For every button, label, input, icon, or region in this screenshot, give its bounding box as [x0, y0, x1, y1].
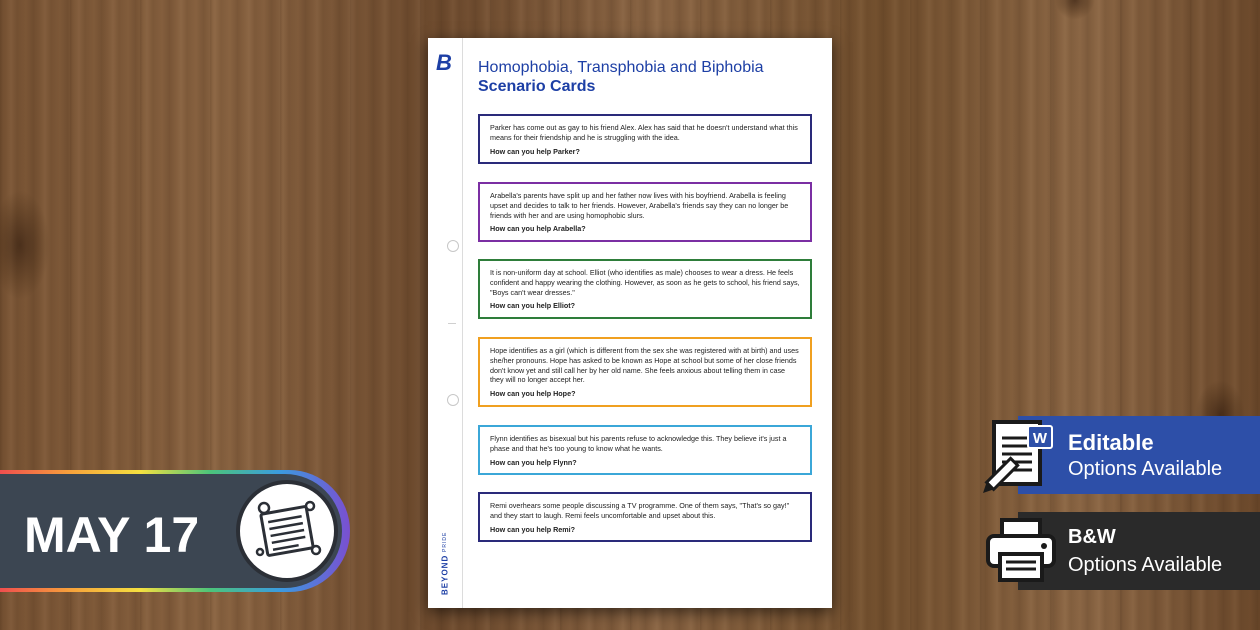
word-badge-letter: W [1032, 430, 1048, 447]
badge-subtitle: Options Available [1068, 458, 1223, 480]
scenario-question: How can you help Flynn? [490, 457, 577, 467]
scenario-card [478, 259, 812, 319]
calendar-note-icon [236, 480, 338, 582]
scenario-question: How can you help Parker? [490, 146, 580, 156]
scenario-text: Hope identifies as a girl (which is different from the sex she was registered with at birth) and uses she/her pronouns. Hope has asked to be known as Hope at school but some of her close friends don't know yet and still call her by her old name. She feels anxious about telling them in case they will no longer accept her. [490, 346, 799, 385]
badge-subtitle: Options Available [1068, 554, 1223, 576]
date-label: MAY 17 [24, 507, 200, 563]
scenario-text: Remi overhears some people discussing a TV programme. One of them says, "That's so gay!" and they start to laugh. Remi feels uncomfortable and upset about this. [490, 501, 790, 520]
badge-title: B&W [1068, 526, 1116, 548]
printer-icon [984, 518, 1058, 584]
brand-sub: PRIDE [442, 531, 448, 552]
margin-line [462, 38, 463, 608]
scenario-question: How can you help Arabella? [490, 224, 586, 234]
worksheet-title: Homophobia, Transphobia and Biphobia [478, 59, 764, 76]
edit-document-icon [980, 418, 1060, 496]
wood-knot [0, 190, 50, 300]
beyond-pride-brand [432, 528, 458, 598]
worksheet-page [428, 38, 832, 608]
scenario-text: Parker has come out as gay to his friend Alex. Alex has said that he doesn't understand what this means for their friendship and he is struggling with the idea. [490, 123, 798, 142]
scenario-question: How can you help Remi? [490, 524, 576, 534]
punch-hole [447, 240, 459, 252]
date-banner [0, 470, 350, 592]
brand-main: BEYOND [440, 554, 450, 595]
scenario-card [478, 337, 812, 407]
scenario-question: How can you help Elliot? [490, 301, 576, 311]
scenario-text: Flynn identifies as bisexual but his parents refuse to acknowledge this. They believe it's just a phase and that he's too young to know what he wants. [490, 434, 787, 453]
badge-title: Editable [1068, 430, 1154, 455]
date-banner-inner [0, 474, 342, 588]
scenario-card [478, 492, 812, 542]
scenario-text: It is non-uniform day at school. Elliot (who identifies as male) chooses to wear a dress. He feels confident and happy wearing the clothing. However, as soon as he gets to school, his friend says, "Boys can't wear dresses." [490, 268, 800, 297]
fold-mark [448, 323, 456, 324]
punch-hole [447, 394, 459, 406]
note-paper-icon [240, 484, 334, 578]
wood-knot [1055, 0, 1095, 20]
worksheet-subtitle: Scenario Cards [478, 78, 596, 95]
scenario-card [478, 114, 812, 164]
scenario-card [478, 182, 812, 242]
scenario-text: Arabella's parents have split up and her father now lives with his boyfriend. Arabella is feeling upset and decides to talk to her friends. However, Arabella's friends say they can no longer be friends with her and are using homophobic slurs. [490, 191, 789, 220]
beyond-logo-icon: B [436, 50, 452, 75]
scenario-card [478, 425, 812, 475]
scenario-question: How can you help Hope? [490, 389, 576, 399]
